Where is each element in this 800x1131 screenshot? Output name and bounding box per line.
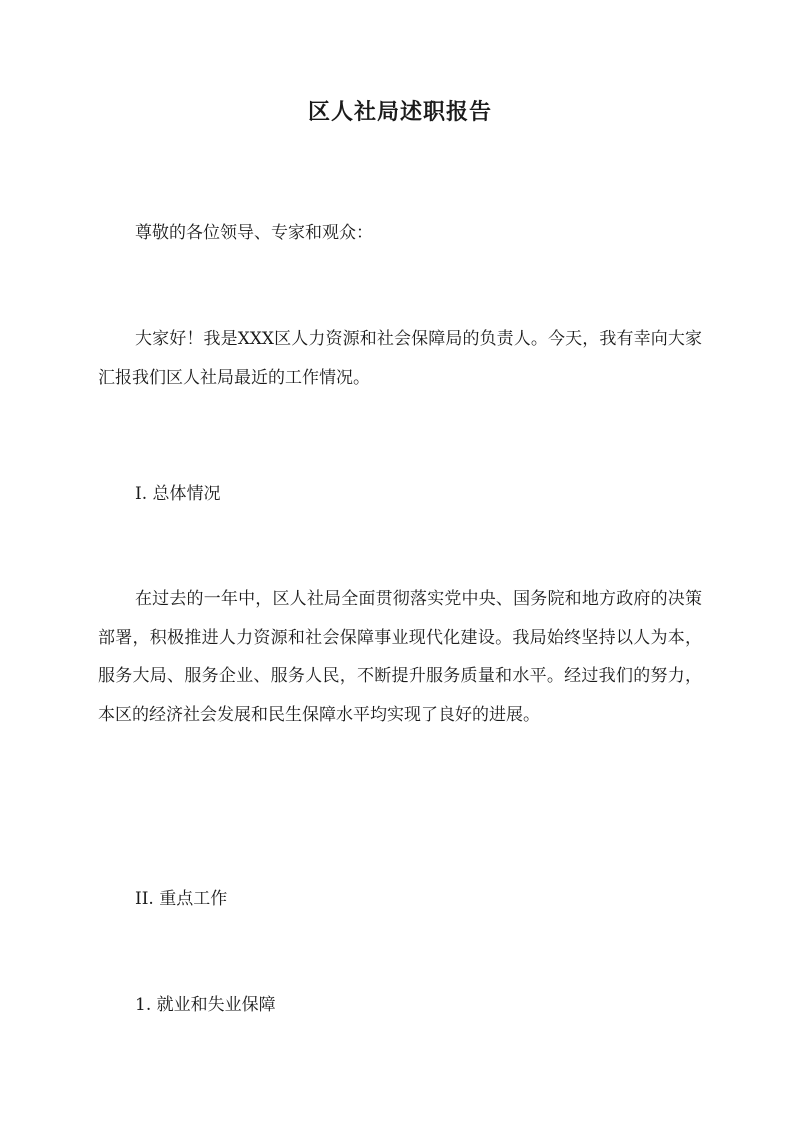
subsection-1-heading: 1. 就业和失业保障 xyxy=(135,995,276,1015)
document-title: 区人社局述职报告 xyxy=(307,99,492,125)
greeting-paragraph: 尊敬的各位领导、专家和观众： xyxy=(135,223,373,243)
section-2-heading: II. 重点工作 xyxy=(135,889,228,909)
section-1-body: 在过去的一年中，区人社局全面贯彻落实党中央、国务院和地方政府的决策部署，积极推进人力资源和社会保障事业现代化建设。我局始终坚持以人为本，服务大局、服务企业、服务人民，不断提升服务质量和水平。经过我们的努力，本区的经济社会发展和民生保障水平均实现了良好的进展。 xyxy=(98,589,702,725)
intro-paragraph: 大家好！我是XXX区人力资源和社会保障局的负责人。今天，我有幸向大家汇报我们区人社局最近的工作情况。 xyxy=(98,329,702,388)
section-1-heading: I. 总体情况 xyxy=(135,484,221,504)
